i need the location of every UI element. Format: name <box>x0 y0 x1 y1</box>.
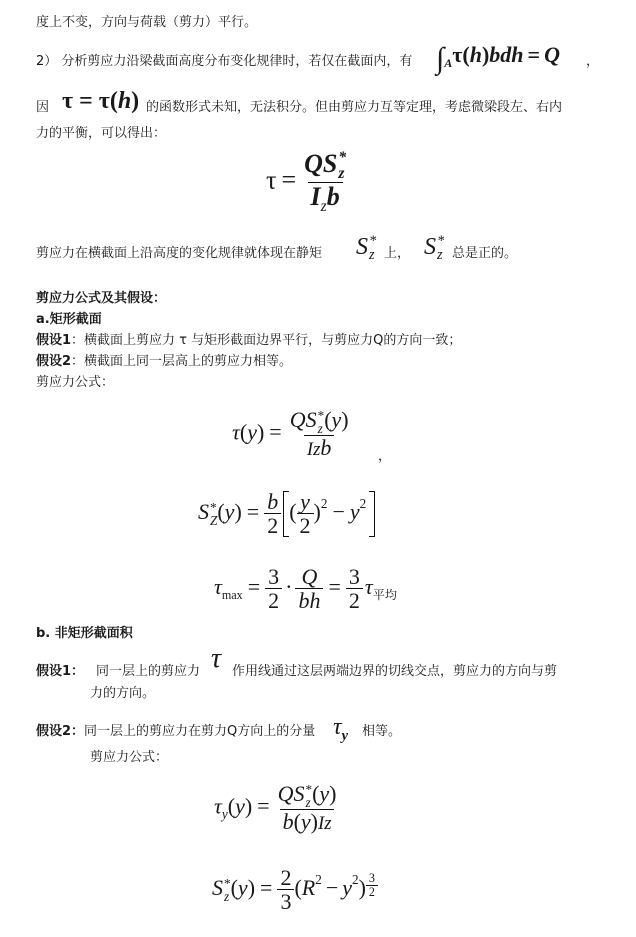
tau-of-h: τ = τ(h) <box>62 88 140 114</box>
text-line-3a: 因 <box>36 100 50 115</box>
formula-static-moment-rect: S * Z (y) = $\frac{b}{2}$ ( $\frac{y}{2}$ )$^2 - y^2$ <box>198 490 375 538</box>
nonrect-assumption-2b: 相等。 <box>362 724 402 739</box>
formula-label-nonrect: 剪应力公式： <box>90 750 169 765</box>
formula-static-moment-circle: S * z (y) = $\frac{2}{3}$ $(R^2 - y^2)$ $\frac{3}{2}$ <box>212 866 378 914</box>
assumption-2: 假设2：横截面上同一层高上的剪应力相等。 <box>36 354 293 369</box>
integral-domain: A <box>444 55 453 70</box>
text-line-5a: 剪应力在横截面上沿高度的变化规律就体现在静矩 <box>36 246 323 261</box>
tau-y-symbol-inline: $\tau_y$ <box>333 714 348 744</box>
nonrect-assumption-1: 假设1： 同一层上的剪应力 <box>36 664 201 679</box>
formula-comma: ， <box>378 449 392 464</box>
integral-sign: ∫ <box>436 42 445 75</box>
subsection-nonrect: b. 非矩形截面积 <box>36 626 133 641</box>
static-moment-symbol-2: S * z <box>424 233 445 264</box>
nonrect-assumption-1c: 力的方向。 <box>90 686 156 701</box>
formula-tau-y-nonrect: $\tau_y(y)$ = QS * z (y) b(y)Iz <box>214 781 337 835</box>
tau-symbol-inline: τ <box>211 643 222 674</box>
formula-shear-stress-general: τ = QS * z $I_zb$ <box>266 149 347 215</box>
formula-tau-max: $\tau_{max}$ = $\frac{3}{2}$ · $\frac{Q}{bh}$ = $\frac{3}{2}$ $\tau_{平均}$ <box>214 564 397 614</box>
text-line-5b: 上， <box>384 246 411 261</box>
formula-tau-y: τ(y) = QS * z (y) Izb <box>232 407 349 461</box>
section-heading: 剪应力公式及其假设： <box>36 291 167 306</box>
nonrect-assumption-2: 假设2：同一层上的剪应力在剪力Q方向上的分量 <box>36 724 316 739</box>
text-line-2-comma: ， <box>586 54 600 69</box>
nonrect-assumption-1b: 作用线通过这层两端边界的切线交点，剪应力的方向与剪 <box>232 664 558 679</box>
static-moment-symbol-1: S * z <box>356 233 377 264</box>
integral-equation: $\int_A\tau(h)bdh = Q$ <box>436 42 560 75</box>
text-line-2a: 2） 分析剪应力沿梁截面高度分布变化规律时，若仅在截面内，有 <box>36 54 413 69</box>
text-line-3b: 的函数形式未知，无法积分。但由剪应力互等定理，考虑微梁段左、右内 <box>146 100 563 115</box>
subsection-rectangular: a.矩形截面 <box>36 312 102 327</box>
text-line-2 <box>36 53 412 71</box>
assumption-1: 假设1：横截面上剪应力 τ 与矩形截面边界平行，与剪应力Q的方向一致； <box>36 333 462 348</box>
formula-label-rect: 剪应力公式： <box>36 375 115 390</box>
integral-tau: τ <box>452 42 463 67</box>
text-line-1: 度上不变，方向与荷载（剪力）平行。 <box>36 15 258 30</box>
text-line-5c: 总是正的。 <box>452 246 518 261</box>
text-line-4: 力的平衡，可以得出： <box>36 126 167 141</box>
